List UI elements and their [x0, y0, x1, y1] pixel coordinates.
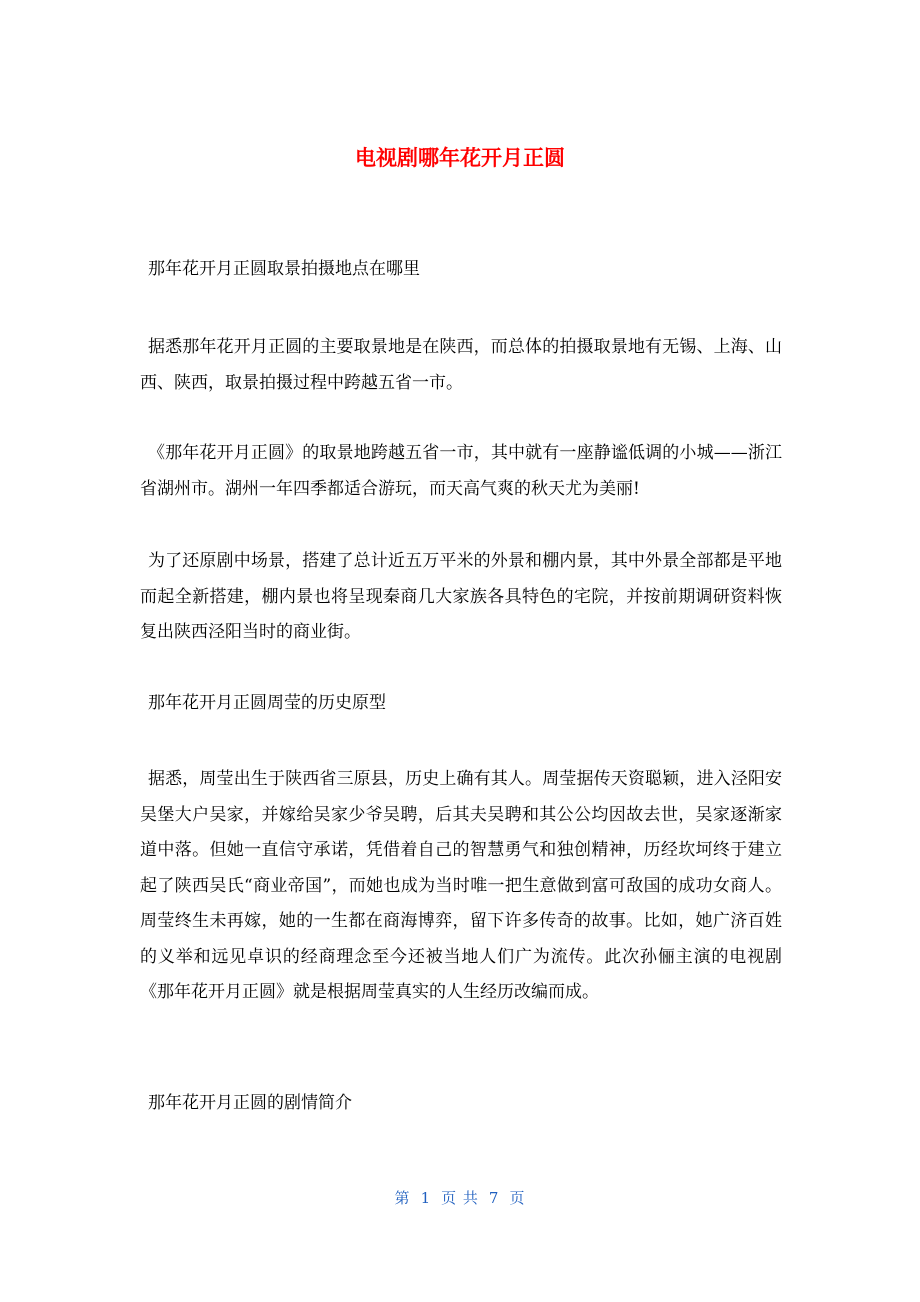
- paragraph: [140, 436, 782, 507]
- paragraph: [140, 762, 782, 1011]
- heading-synopsis: 那年花开月正圆的剧情简介: [148, 1093, 352, 1113]
- paragraph-zhou-ying: 据悉，周莹出生于陕西省三原县，历史上确有其人。周莹据传天资聪颖，进入泾阳安吴堡大户吴家，并嫁给吴家少爷吴聘，后其夫吴聘和其公公均因故去世，吴家逐渐家道中落。但她一直信守承诺，凭借着自己的智慧勇气和独创精神，历经坎坷终于建立起了陕西吴氏“商业帝国”，而她也成为当时唯一把生意做到富可敌国的成功女商人。周莹终生未再嫁，她的一生都在商海博弈，留下许多传奇的故事。比如，她广济百姓的义举和远见卓识的经商理念至今还被当地人们广为流传。此次孙俪主演的电视剧《那年花开月正圆》就是根据周莹真实的人生经历改编而成。: [140, 769, 782, 1002]
- footer-middle: 页 共: [441, 1189, 479, 1207]
- paragraph: [140, 544, 782, 651]
- paragraph-sets: 为了还原剧中场景，搭建了总计近五万平米的外景和棚内景，其中外景全部都是平地而起全新搭建，棚内景也将呈现秦商几大家族各具特色的宅院，并按前期调研资料恢复出陕西泾阳当时的商业街。: [140, 551, 782, 642]
- footer-total-pages: 7: [488, 1189, 500, 1207]
- section-heading: [140, 252, 782, 288]
- page-footer: [0, 1184, 920, 1212]
- heading-location: 那年花开月正圆取景拍摄地点在哪里: [148, 259, 420, 279]
- paragraph: [140, 330, 782, 401]
- paragraph-huzhou: 《那年花开月正圆》的取景地跨越五省一市，其中就有一座静谧低调的小城——浙江省湖州市。湖州一年四季都适合游玩，而天高气爽的秋天尤为美丽!: [140, 443, 782, 499]
- section-heading: [140, 686, 782, 722]
- heading-prototype: 那年花开月正圆周莹的历史原型: [148, 693, 386, 713]
- section-heading: [140, 1086, 782, 1122]
- footer-prefix: 第: [394, 1189, 411, 1207]
- footer-suffix: 页: [509, 1189, 526, 1207]
- footer-current-page: 1: [420, 1189, 432, 1207]
- paragraph-filming-sites: 据悉那年花开月正圆的主要取景地是在陕西，而总体的拍摄取景地有无锡、上海、山西、陕西，取景拍摄过程中跨越五省一市。: [140, 337, 782, 393]
- document-title: 电视剧哪年花开月正圆: [355, 146, 565, 170]
